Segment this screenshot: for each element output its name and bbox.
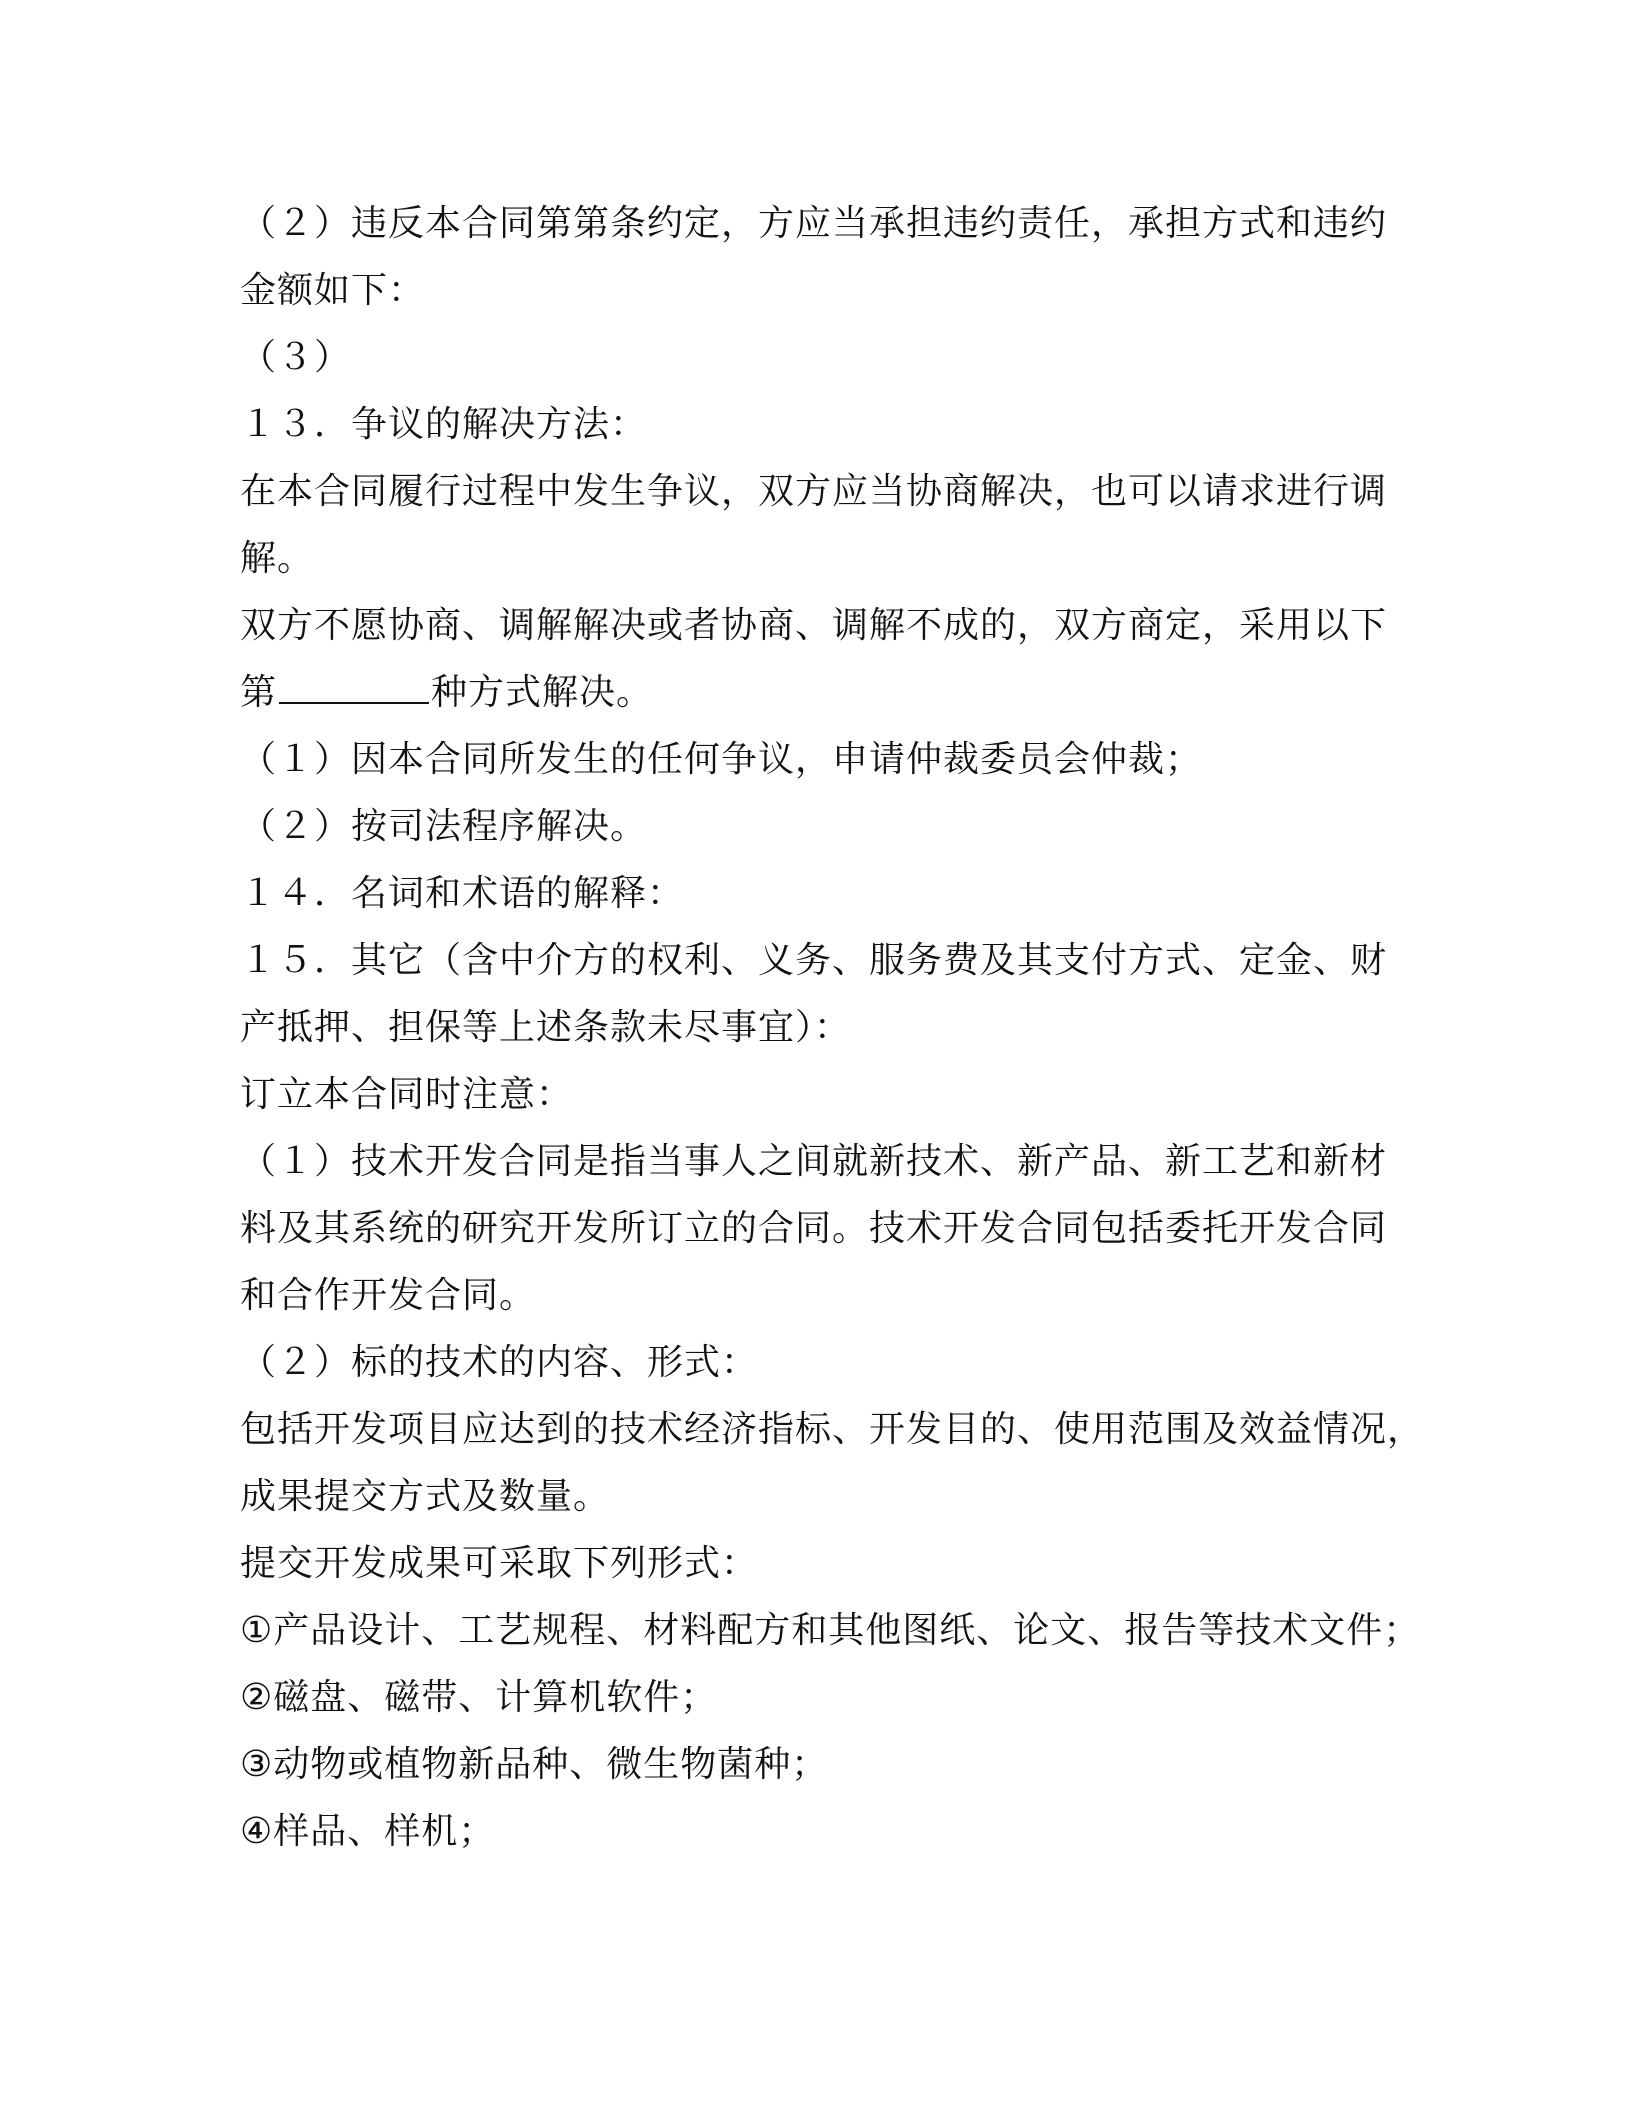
text-line: 订立本合同时注意： — [240, 1074, 574, 1115]
text-line: （２）标的技术的内容、形式： — [240, 1342, 759, 1383]
document-body — [240, 190, 1425, 1865]
text-line: 成果提交方式及数量。 — [240, 1476, 611, 1517]
text-line: ③动物或植物新品种、微生物菌种； — [240, 1744, 829, 1785]
text-line: 提交开发成果可采取下列形式： — [240, 1543, 759, 1584]
text-line: ①产品设计、工艺规程、材料配方和其他图纸、论文、报告等技术文件； — [240, 1610, 1421, 1651]
text-line: 包括开发项目应达到的技术经济指标、开发目的、使用范围及效益情况， — [240, 1409, 1425, 1450]
text-line: １４．名词和术语的解释： — [240, 873, 685, 914]
text-line: ④样品、样机； — [240, 1811, 496, 1852]
text-line: 双方不愿协商、调解解决或者协商、调解不成的，双方商定，采用以下 — [240, 605, 1388, 646]
text-line: 在本合同履行过程中发生争议，双方应当协商解决，也可以请求进行调 — [240, 471, 1388, 512]
text-line: （３） — [240, 337, 352, 378]
text-line: 产抵押、担保等上述条款未尽事宜）： — [240, 1007, 852, 1048]
text-line: （２）违反本合同第第条约定，方应当承担违约责任，承担方式和违约 — [240, 203, 1388, 244]
text-line: （１）技术开发合同是指当事人之间就新技术、新产品、新工艺和新材 — [240, 1141, 1388, 1182]
text-line: １５．其它（含中介方的权利、义务、服务费及其支付方式、定金、财 — [240, 940, 1388, 981]
fill-in-blank[interactable] — [279, 666, 429, 704]
text-line: （１）因本合同所发生的任何争议，申请仲裁委员会仲裁； — [240, 739, 1203, 780]
text-line: １３．争议的解决方法： — [240, 404, 648, 445]
text-line: 金额如下： — [240, 270, 426, 311]
text-line: （２）按司法程序解决。 — [240, 806, 648, 847]
text-line: 解。 — [240, 538, 315, 579]
fill-in-line — [240, 659, 1400, 726]
text-line: 料及其系统的研究开发所订立的合同。技术开发合同包括委托开发合同 — [240, 1208, 1388, 1249]
fill-in-suffix: 种方式解决。 — [431, 672, 654, 713]
text-line: 和合作开发合同。 — [240, 1275, 537, 1316]
text-line: ②磁盘、磁带、计算机软件； — [240, 1677, 718, 1718]
fill-in-prefix: 第 — [240, 672, 278, 713]
